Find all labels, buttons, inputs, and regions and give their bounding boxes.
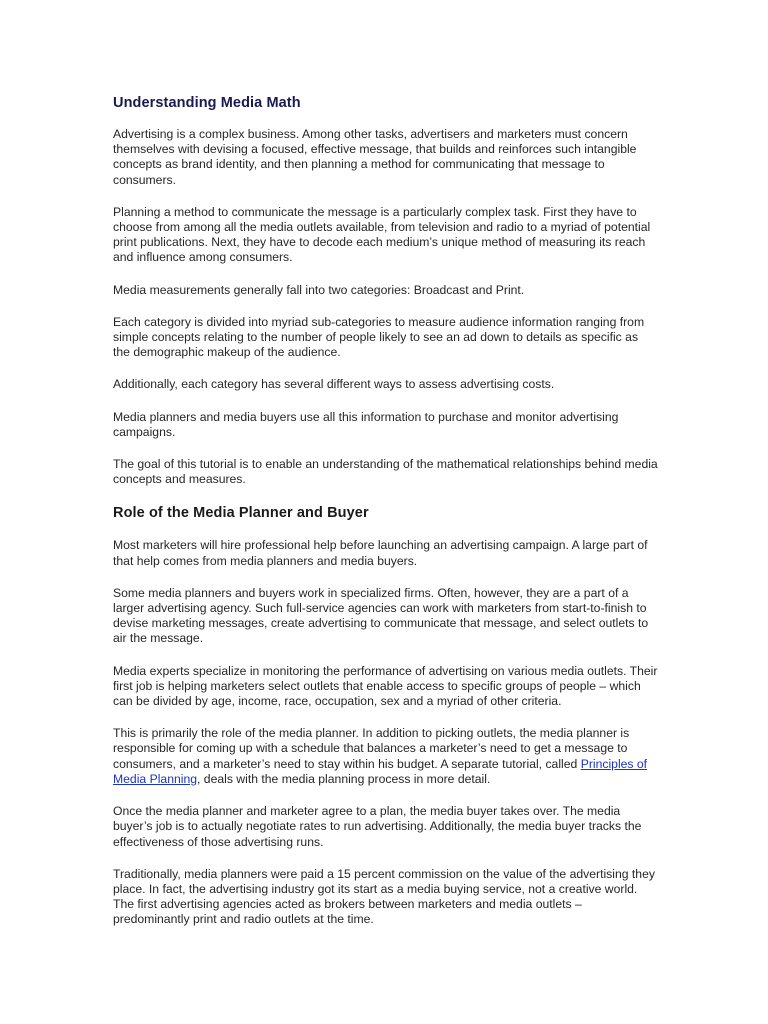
paragraph-with-link [113, 726, 658, 787]
principles-of-media-planning-link[interactable]: Principles of Media Planning [113, 756, 648, 786]
paragraph: Some media planners and buyers work in specialized firms. Often, however, they are a part of a larger advertising agency. Such full-service agencies can work with marketers from start-to-finish to devise marketing messages, create advertising to communicate that message, and select outlets to air the message. [113, 585, 649, 646]
paragraph: The goal of this tutorial is to enable an understanding of the mathematical relationships behind media concepts and measures. [113, 457, 658, 487]
paragraph: Media planners and media buyers use all this information to purchase and monitor advertising campaigns. [113, 409, 619, 439]
paragraph: Each category is divided into myriad sub-categories to measure audience information ranging from simple concepts relating to the number of people likely to see an ad down to details as specific as the demographic makeup of the audience. [113, 314, 645, 360]
paragraph: Media measurements generally fall into two categories: Broadcast and Print. [113, 282, 525, 297]
paragraph: Additionally, each category has several different ways to assess advertising costs. [113, 377, 555, 392]
section-title-media-math: Understanding Media Math [113, 95, 301, 111]
paragraph: Once the media planner and marketer agree to a plan, the media buyer takes over. The media buyer’s job is to actually negotiate rates to run advertising. Additionally, the media buyer tracks the effectiveness of those advertising runs. [113, 804, 642, 849]
paragraph: Media experts specialize in monitoring the performance of advertising on various media outlets. Their first job is helping marketers select outlets that enable access to specific groups of people – which can be divided by age, income, race, occupation, sex and a myriad of other criteria. [113, 663, 658, 709]
paragraph: Advertising is a complex business. Among other tasks, advertisers and marketers must concern themselves with devising a focused, effective message, that builds and reinforces such intangible concepts as brand identity, and then planning a method for communicating that message to consumers. [113, 127, 637, 187]
paragraph: Traditionally, media planners were paid a 15 percent commission on the value of the advertising they place. In fact, the advertising industry got its start as a media buying service, not a creative world. The first advertising agencies acted as brokers between marketers and media outlets – predominantly print and radio outlets at the time. [113, 866, 655, 927]
paragraph-text: This is primarily the role of the media planner. In addition to picking outlets, the media planner is responsible for coming up with a schedule that balances a marketer’s need to get a message to consumers, and a marketer’s need to stay within his budget. A separate tutorial, called [113, 726, 630, 771]
paragraph: Planning a method to communicate the message is a particularly complex task. First they have to choose from among all the media outlets available, from television and radio to a myriad of potential print publications. Next, they have to decode each medium’s unique method of measuring its reach and influence among consumers. [113, 204, 651, 265]
document-page [113, 94, 658, 945]
paragraph-text: , deals with the media planning process in more detail. [197, 771, 491, 786]
section-title-planner-buyer: Role of the Media Planner and Buyer [113, 505, 369, 522]
paragraph: Most marketers will hire professional help before launching an advertising campaign. A large part of that help comes from media planners and media buyers. [113, 538, 648, 568]
